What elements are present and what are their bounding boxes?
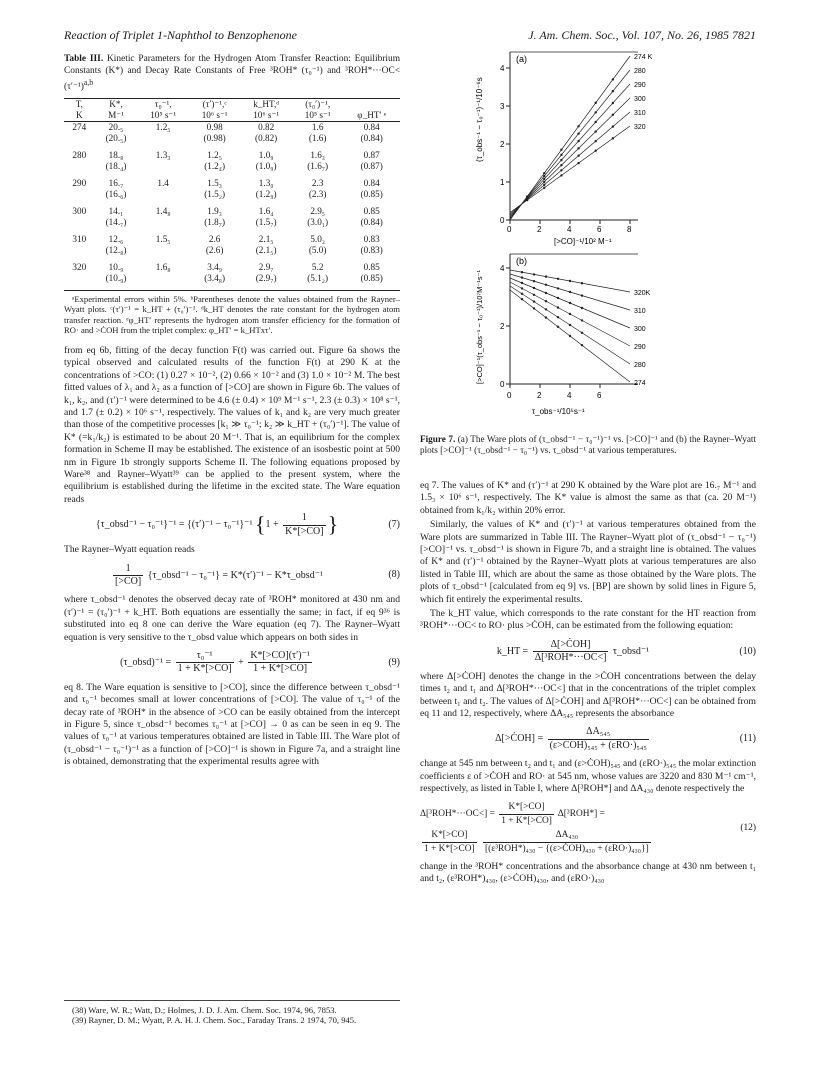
a-data-point [595,102,597,104]
table-cell: 0.98 [206,121,223,132]
header-journal: J. Am. Chem. Soc., Vol. 107, No. 26, 1985 7821 [528,28,756,42]
a-data-point [543,187,545,189]
b-series-label: 280 [634,362,646,369]
table-title: Table III. [64,54,104,64]
paragraph: eq 7. The values of K* and (τ′)⁻¹ at 290 K obtained by the Ware plot are 16.₇ M⁻¹ and 1.5₃ × 10⁶ s⁻¹, respectively. The K* value is almost the same as that (ca. 20 M⁻¹) obtained from k₁/k₂ within 20% error. [420,480,756,516]
table-cell: (1.0₉) [255,160,277,171]
panel-a-label: (a) [516,54,527,64]
table-cell [137,133,188,150]
b-series-label: 290 [634,344,646,351]
table-cell: (14.₇) [105,216,127,227]
a-data-point [595,121,597,123]
b-xtick-label: 0 [507,391,512,400]
table-cell [137,245,188,262]
paragraph: Similarly, the values of K* and (τ′)⁻¹ at various temperatures obtained from the Ware plots are summarized in Table III. The Rayner–Wyatt plot of (τ_obsd⁻¹ − τ₀⁻¹) [>CO]⁻¹ vs. τ_obsd⁻¹ is shown in Figure 7b, and a straight line is obtained. The values of K* and (τ′)⁻¹ obtained by the Rayner–Wyatt plots at various temperatures are also listed in Table III, which are about the same as those obtained by the Ware plots. The plots of τ_obsd⁻¹ [calculated from eq 9] vs. [BP] are shown by solid lines in Figure 5, which fit entirely the experimental results. [420,519,756,605]
eq10-right: τ_obsd⁻¹ [612,646,650,658]
a-data-point [595,150,597,152]
b-data-point [521,282,523,284]
table-cell: 0.82 [258,121,275,132]
table-cell: 10.₉ [108,261,124,272]
eq7-num: 1 [283,512,325,525]
eq9-f2-den: 1 + K*[>CO] [253,663,308,675]
a-xtick-label: 2 [537,225,542,234]
eq11-number: (11) [739,733,756,745]
eq8-fraction [113,563,143,589]
table-cell: (0.85) [343,273,400,291]
table-header-line1: (τ₀′)⁻¹, [292,98,343,110]
table-cell [137,217,188,234]
table-cell: 0.84 [363,177,380,188]
table-cell-temperature: 280 [72,149,87,160]
table-header-line1: (τ′)⁻¹,ᶜ [189,98,240,110]
table-cell: (3.4₈) [189,273,240,291]
paragraph: The Rayner–Wyatt equation reads [64,544,195,556]
a-data-point [577,140,579,142]
table-cell: 14.₁ [108,205,124,216]
table-cell: (3.0₁) [307,216,329,227]
table-row [64,234,400,245]
table-header-line1: T, [64,98,95,110]
paragraph: The k_HT value, which corresponds to the rate constant for the HT reaction from ³ROH*···OC< to RO· plus >ĊOH, can be estimated from the following equation: [420,608,756,632]
table-row-parenthetical [64,133,400,150]
paragraph: change at 545 nm between t₂ and t₁ and (ε>ĊOH)₅₄₅ and (εRO·)₅₄₅ the molar extinction coefficients ε of >ĊOH and RO· at 545 nm, whose values are 3220 and 830 M⁻¹ cm⁻¹, respectively, as listed in Table I, where Δ[³ROH*] and ΔA₄₃₀ denote respectively the [420,758,756,794]
eq7-pre: 1 + [265,519,279,531]
table-row-parenthetical [64,245,400,262]
table-cell-empty [64,133,95,150]
table-row [64,121,400,133]
b-data-point [533,280,535,282]
b-data-point [545,316,547,318]
eq12-fraction-3 [483,829,651,855]
table-cell: (18.₄) [105,160,127,171]
figure-7 [470,42,660,432]
b-data-point [545,300,547,302]
table-cell: 1.4 [157,177,169,188]
b-data-point [569,302,571,304]
equation-8 [64,563,400,589]
eq9-fraction-1 [176,650,234,676]
eq12-l1b: Δ[³ROH*] = [557,809,605,820]
eq11-num: ΔA₅₄₅ [548,726,649,739]
panel-b-label: (b) [516,256,527,266]
table-cell: 0.85 [363,205,380,216]
eq11-left: Δ[>ĊOH] = [495,733,544,745]
table-row [64,262,400,273]
a-data-point [577,155,579,157]
b-data-point [533,273,535,275]
figure-7b [475,254,651,416]
figure-7a [475,52,653,246]
left-column [64,54,400,771]
eq10-den: Δ[³ROH*···OC<] [534,652,607,664]
table-header-line2: 10⁵ s⁻¹ [137,110,188,122]
table-cell-temperature: 310 [72,233,87,244]
a-data-point [560,149,562,151]
eq9-plus: + [238,657,244,669]
b-data-point [521,298,523,300]
eq10-left: k_HT = [496,646,529,658]
table-cell: 3.4₉ [207,261,222,272]
a-data-point [543,184,545,186]
paragraph: where τ_obsd⁻¹ denotes the observed decay rate of ³ROH* monitored at 430 nm and (τ′)⁻¹ = (τ₀′)⁻¹ + k_HT. Both equations are essentially the same; in fact, if eq 9³⁶ is substituted into eq 8 one can derive the Ware equation (eq 7). The Rayner–Wyatt equation is very sensitive to the τ_obsd value which appears on both sides in [64,594,400,643]
table-cell-temperature: 274 [72,121,87,132]
b-data-point [557,287,559,289]
eq9-f1-num: τ₀⁻¹ [176,650,234,663]
header-title: Reaction of Triplet 1-Naphthol to Benzophenone [64,28,297,42]
paragraph: eq 8. The Ware equation is sensitive to [>CO], since the difference between τ_obsd⁻¹ and τ₀⁻¹ becomes small at lower concentrations of [>CO]. The value of τ₀⁻¹ of the decay rate of ³ROH* in the absence of >CO can be easily obtained from the intercept in Figure 5, since τ_obsd⁻¹ becomes τ₀⁻¹ at [>CO] → 0 as can be seen in eq 9. The values of τ₀⁻¹ at various temperatures obtained are listed in Table III. The Ware plot of (τ_obsd⁻¹ − τ₀⁻¹)⁻¹ as a function of [>CO]⁻¹ is shown in Figure 7a, and a straight line is obtained, demonstrating that the experimental results agree with [64,681,400,768]
table-row-parenthetical [64,217,400,234]
table-cell: 1.6₃ [310,149,325,160]
table-cell: (1.5₂) [204,188,226,199]
table-cell [137,189,188,206]
eq7-number: (7) [388,518,400,530]
b-data-point [581,294,583,296]
a-ytick-label: 1 [500,178,505,187]
table-header-line2: 10⁵ s⁻¹ [292,110,343,122]
table-cell: (10.₉) [95,273,138,291]
b-data-point [581,332,583,334]
table-cell: (5.1₂) [292,273,343,291]
a-data-point [595,130,597,132]
table-cell: 1.5₃ [207,177,222,188]
paragraph: from eq 6b, fitting of the decay function F(t) was carried out. Figure 6a shows the typical observed and calculated results of the function F(t) at 290 K at the concentrations of >CO: (1) 0.27 × 10⁻², (2) 0.66 × 10⁻² and (3) 1.0 × 10⁻² M. The best fitted values of λ₁ and λ₂ as a function of [>CO] are shown in Figure 6b. The values of k₁, k₂, and (τ′)⁻¹ were determined to be 4.6 (± 0.4) × 10⁹ M⁻¹ s⁻¹, 2.3 (± 0.3) × 10⁸ s⁻¹, and 1.7 (± 0.2) × 10⁶ s⁻¹, respectively. The values of k₁ and k₂ are very much greater than those of the competitive processes [k₁ ≫ τ₀⁻¹; k₂ ≫ k_HT + (τ₀′)⁻¹]. The value of K* (=k₁/k₂) is estimated to be about 20 M⁻¹. That is, an equilibrium for the complex formation in Scheme II may be established. The existence of an isosbestic point at 500 nm in Figure 1b strongly supports Scheme II. The following equations proposed by Ware³⁸ and Rayner–Wyatt³⁹ can be applied to the present system, where the equilibrium is established during the lifetime in the excited state. The Ware equation reads [64,345,400,505]
a-series-label: 320 [634,124,646,131]
b-data-point [521,293,523,295]
table-cell: (0.82) [255,132,278,143]
a-data-point [560,159,562,161]
eq9-fraction-2 [248,650,312,676]
table-cell: (2.1₅) [255,244,277,255]
a-data-point [560,169,562,171]
table-header-line2: K [64,110,95,122]
a-series-label: 280 [634,68,646,75]
a-data-point [560,154,562,156]
table-header-line2: φ_HT′ ᵉ [343,110,400,122]
a-xtick-label: 0 [507,225,512,234]
b-data-point [557,306,559,308]
table-cell-temperature: 300 [72,205,87,216]
table-row-parenthetical [64,273,400,291]
table-cell-empty [64,189,95,206]
eq9-f2-num: K*[>CO](τ′)⁻¹ [248,650,312,663]
table-cell: 18.₈ [108,149,124,160]
table-cell: (2.9₇) [240,273,292,291]
b-data-point [569,280,571,282]
table-cell: 1.3₀ [258,177,274,188]
right-column [420,480,756,888]
eq12-f3-den: [(ε³ROH*)₄₃₀ − {(ε>ĊOH)₄₃₀ + (εRO·)₄₃₀}] [485,843,649,854]
a-series-line [510,84,630,217]
table-cell: (0.87) [360,160,383,171]
eq8-den: [>CO] [115,575,142,587]
b-data-point [533,307,535,309]
a-data-point [612,125,614,127]
table-header-line2: 10⁶ s⁻¹ [240,110,292,122]
table-cell: 1.5₅ [155,233,171,244]
table-header-line2: M⁻¹ [95,110,138,122]
equation-7: {τ_obsd⁻¹ − τ₀⁻¹}⁻¹ = {(τ′)⁻¹ − τ₀⁻¹}⁻¹ {1 + $\frac{1}{K*[>CO]}$ } (7) [95,511,400,537]
eq10-fraction [533,639,609,665]
b-data-point [545,292,547,294]
eq12-f2-num: K*[>CO] [422,829,477,842]
table-cell: 1.6₈ [155,261,171,272]
eq10-number: (10) [739,645,756,657]
table-cell-empty [64,161,95,178]
eq12-f3-num: ΔA₄₃₀ [483,829,651,842]
a-xtick-label: 6 [597,225,602,234]
table-cell: (0.84) [360,216,383,227]
a-data-point [612,90,614,92]
b-data-point [569,324,571,326]
table-caption [64,54,400,94]
table-row [64,206,400,217]
a-data-point [595,140,597,142]
b-data-point [581,282,583,284]
table-header-line1: K*, [95,98,138,110]
table-cell: (0.98) [203,132,226,143]
eq7-fraction [283,512,325,538]
b-series-label: 320K [634,290,651,297]
table-cell: 20.₅ [108,121,124,132]
equation-10 [420,639,756,665]
table-cell: 2.9₅ [310,205,325,216]
table-cell: 1.0₉ [258,149,274,160]
b-data-point [557,297,559,299]
table-cell: (1.2₄) [204,160,226,171]
b-xtick-label: 4 [567,391,572,400]
table-cell: (0.84) [360,132,383,143]
table-cell: (1.6) [308,132,327,143]
eq12-f2-den: 1 + K*[>CO] [424,843,475,854]
table-cell: 2.6 [208,233,221,244]
b-data-point [557,316,559,318]
a-data-point [543,178,545,180]
table-header-line1 [343,98,400,110]
eq7-left: {τ_obsd⁻¹ − τ₀⁻¹}⁻¹ = {(τ′)⁻¹ − τ₀⁻¹}⁻¹ [95,519,253,531]
table-cell: (12.₈) [105,244,127,255]
eq12-number: (12) [740,822,756,833]
b-series-label: 300 [634,326,646,333]
b-data-point [521,287,523,289]
a-xtick-label: 8 [627,225,632,234]
b-series-label: 274 [634,380,646,387]
table-cell: (16.₆) [105,188,127,199]
table-row-parenthetical [64,189,400,206]
table-cell: (20.₅) [105,132,127,143]
a-ytick-label: 0 [500,216,505,225]
table-header-line1: k_HT,ᵈ [240,98,292,110]
table-cell: 0.84 [363,121,380,132]
paragraph: change in the ³ROH* concentrations and the absorbance change at 430 nm between t₁ and t₂, (ε³ROH*)₄₃₀, (ε>ĊOH)₄₃₀, and (εRO·)₄₃₀ [420,860,756,885]
table-footnote: ᵃExperimental errors within 5%. ᵇParentheses denote the values obtained from the Rayner–Wyatt plots. ᶜ(τ′)⁻¹ = k_HT + (τ₀′)⁻¹. ᵈk_HT denotes the rate constant for the hydrogen atom transfer reaction. ᵉφ_HT′ represents the hydrogen atom transfer efficiency for the formation of RO· and >ĊOH from the triplet complex: φ_HT′ = k_HTxτ′. [64,293,400,336]
a-data-point [612,137,614,139]
table-cell: 0.85 [363,261,380,272]
table-cell: 1.2₅ [155,121,171,132]
b-xtick-label: 2 [537,391,542,400]
eq12-fraction-2 [422,829,477,855]
a-data-point [577,125,579,127]
table-cell: (2.3) [308,188,327,199]
eq10-num: Δ[>ĊOH] [533,639,609,652]
a-data-point [612,102,614,104]
a-ylabel: (τ_obs⁻¹ − τ₀⁻¹)⁻¹/10⁻⁶s [475,77,484,162]
figure-caption-text: (a) The Ware plots of (τ_obsd⁻¹ − τ₀⁻¹)⁻¹ vs. [>CO]⁻¹ and (b) the Rayner–Wyatt plots [>CO]⁻¹ (τ_obsd⁻¹ − τ₀⁻¹) vs. τ_obsd⁻¹ at various temperatures. [420,434,757,456]
eq8-rest: {τ_obsd⁻¹ − τ₀⁻¹} = K*(τ′)⁻¹ − K*τ_obsd⁻¹ [147,569,323,581]
a-ytick-label: 3 [500,102,505,111]
table-cell: (1.8₇) [204,216,226,227]
references [64,1000,400,1026]
eq9-left: (τ_obsd)⁻¹ = [120,657,172,669]
a-data-point [577,162,579,164]
figure-caption-label: Figure 7. [420,434,456,444]
table-cell: (2.6) [205,244,224,255]
equation-9 [64,650,400,676]
table-cell: 2.9₇ [258,261,274,272]
b-ylabel: [>CO]⁻¹(τ_obs⁻¹ − τ₀⁻¹)/10⁷M⁻¹s⁻¹ [475,269,484,384]
b-data-point [581,307,583,309]
b-xtick-label: 6 [597,391,602,400]
table-cell: 2.3 [311,177,324,188]
a-data-point [543,181,545,183]
a-data-point [577,147,579,149]
table-cell: 5.0₂ [310,233,325,244]
table-cell: 1.4₈ [155,205,171,216]
table-cell-temperature: 290 [72,177,87,188]
equation-12 [420,801,756,855]
table-cell: (1.5₇) [255,216,277,227]
table-cell: 2.1₅ [258,233,274,244]
b-data-point [533,300,535,302]
eq8-number: (8) [388,569,400,581]
a-data-point [612,114,614,116]
b-data-point [521,271,523,273]
eq7-den: K*[>CO] [285,525,324,537]
table-cell: 1.6₄ [258,205,274,216]
table-cell: 12.₆ [108,233,124,244]
table-header-line2: 10⁶ s⁻¹ [189,110,240,122]
a-data-point [577,132,579,134]
a-data-point [560,174,562,176]
a-data-point [595,111,597,113]
equation-11 [420,726,756,752]
a-data-point [526,199,528,201]
paragraph: where Δ[>ĊOH] denotes the change in the >ĊOH concentrations between the delay times t₂ and t₁ and Δ[³ROH*···OC<] that in the concentrations of the triplet complex between t₁ and t₂. The values of Δ[>ĊOH] and Δ[³ROH*···OC<] can be obtained from eq 11 and 12, respectively, where ΔA₅₄₅ represents the absorbance [420,670,756,719]
b-data-point [557,326,559,328]
reference-39: (39) Rayner, D. M.; Wyatt, P. A. H. J. Chem. Soc., Faraday Trans. 2 1974, 70, 945. [72,1015,357,1026]
table-caption-text: Kinetic Parameters for the Hydrogen Atom Transfer Reaction: Equilibrium Constants (K*) and Decay Rate Constants of Free ³ROH* (τ₀⁻¹) and ³ROH*···OC< (τ′⁻¹) [64,54,400,93]
table-cell: (0.85) [360,188,383,199]
table-cell: 1.3₃ [155,149,171,160]
a-data-point [612,78,614,80]
table-cell: 0.83 [363,233,380,244]
b-data-point [569,313,571,315]
table-cell: (5.0) [308,244,327,255]
a-series-line [510,70,630,219]
b-ytick-label: 4 [500,264,505,273]
a-xlabel: [>CO]⁻¹/10² M⁻¹ [554,237,612,246]
b-data-point [533,294,535,296]
table-cell-empty [64,273,95,291]
b-data-point [545,308,547,310]
table-cell-empty [64,217,95,234]
a-data-point [560,164,562,166]
a-series-label: 274 K [634,54,653,61]
a-data-point [543,175,545,177]
a-data-point [543,172,545,174]
table-row [64,150,400,161]
figure-caption [420,434,756,457]
b-data-point [545,284,547,286]
table-cell: 1.6 [311,121,324,132]
b-data-point [521,276,523,278]
table-row-parenthetical [64,161,400,178]
eq8-num: 1 [113,563,143,576]
eq12-fraction-1 [499,801,554,827]
table-cell: 1.2₅ [207,149,222,160]
table-cell: 0.87 [363,149,380,160]
table-cell-temperature: 320 [72,261,87,272]
table-cell: 5.2 [311,261,324,272]
eq12-f1-den: 1 + K*[>CO] [501,815,552,826]
b-data-point [557,278,559,280]
reference-38: (38) Ware, W. R.; Watt, D.; Holmes, J. D. J. Am. Chem. Soc. 1974, 96, 7853. [72,1005,337,1015]
table-cell [137,273,188,291]
table-cell: 16.₇ [108,177,124,188]
table-header-line1: τ₀⁻¹, [137,98,188,110]
eq11-den: (ε>ĊOH)₅₄₅ + (εRO·)₅₄₅ [549,739,647,751]
table-cell-empty [64,245,95,262]
b-data-point [545,275,547,277]
table-cell [137,161,188,178]
b-data-point [581,344,583,346]
a-ytick-label: 2 [500,140,505,149]
table-cell: (1.2₉) [255,188,277,199]
table-caption-sup: a,b [83,78,94,87]
a-xtick-label: 4 [567,225,572,234]
eq9-f1-den: 1 + K*[>CO] [177,663,232,675]
eq11-fraction [548,726,649,752]
b-data-point [533,287,535,289]
eq12-f1-num: K*[>CO] [499,801,554,814]
b-xlabel: τ_obs⁻¹/10⁵s⁻¹ [532,407,585,416]
b-data-point [569,335,571,337]
kinetic-table [64,98,400,291]
b-data-point [569,291,571,293]
b-data-point [581,319,583,321]
a-series-label: 290 [634,82,646,89]
a-series-label: 310 [634,110,646,117]
eq9-number: (9) [388,656,400,668]
a-ytick-label: 4 [500,64,505,73]
table-cell: (0.83) [360,244,383,255]
b-series-label: 310 [634,308,646,315]
table-cell: (1.6₇) [307,160,329,171]
a-series-label: 300 [634,96,646,103]
table-row [64,178,400,189]
table-cell: 1.9₃ [207,205,222,216]
b-ytick-label: 2 [500,322,505,331]
eq12-l1a: Δ[³ROH*···OC<] = [420,809,495,820]
b-ytick-label: 0 [500,380,505,389]
